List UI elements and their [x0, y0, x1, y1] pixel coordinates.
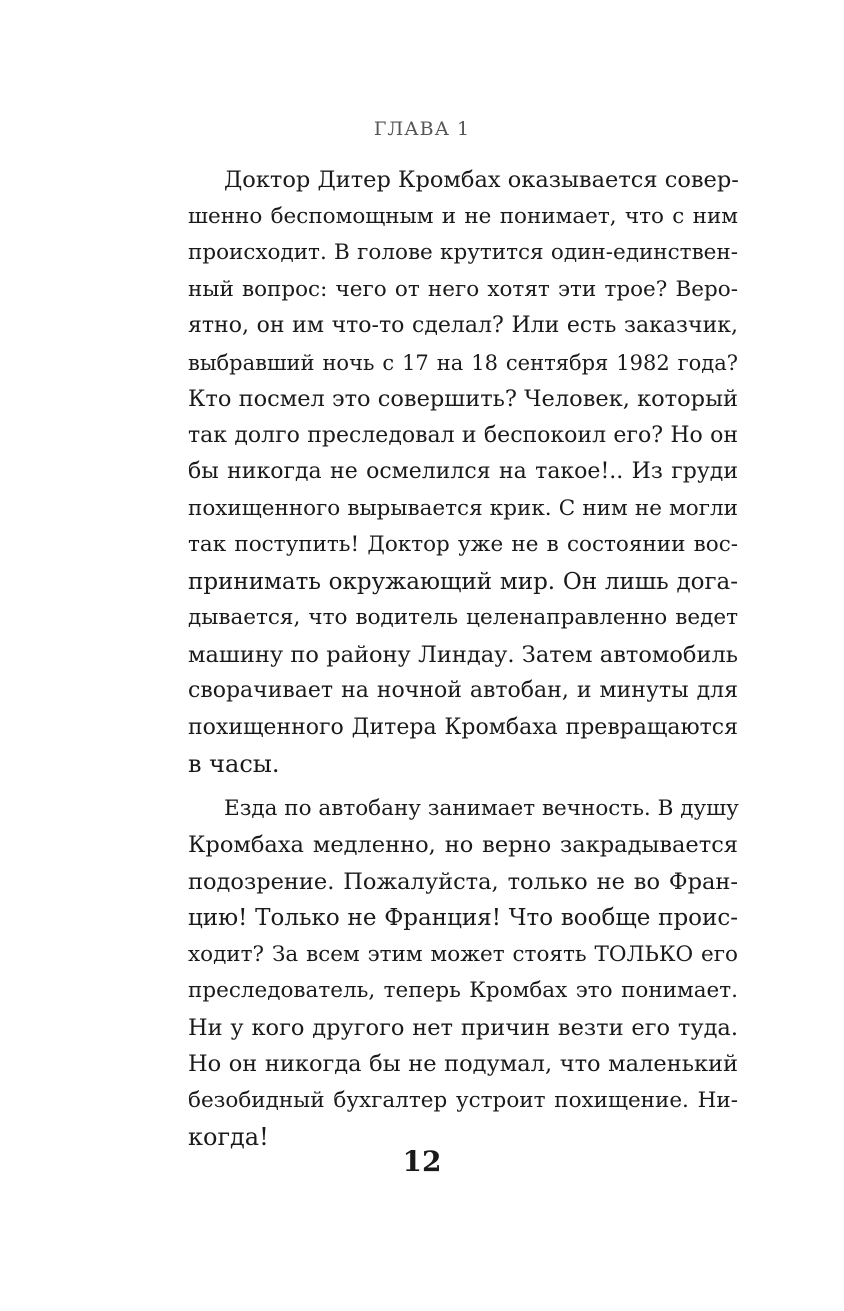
text-line: выбравший ночь с 17 на 18 сентября 1982 года?: [188, 350, 738, 375]
text-line: шенно беспомощным и не понимает, что с ним: [188, 203, 738, 229]
text-line: бы никогда не осмелился на такое!.. Из груди: [188, 459, 738, 484]
text-line: цию! Только не Франция! Что вообще проис-: [188, 905, 738, 931]
paragraph-gap: [188, 783, 738, 791]
text-line: Но он никогда бы не подумал, что маленький: [188, 1051, 738, 1077]
text-line: ный вопрос: чего от него хотят эти трое? Веро-: [188, 276, 738, 302]
paragraph-1: [188, 162, 738, 783]
text-line: Кромбаха медленно, но верно закрадывается: [188, 832, 738, 858]
text-line: сворачивает на ночной автобан, и минуты для: [188, 678, 738, 703]
text-line: преследователь, теперь Кромбах это понимает.: [188, 978, 738, 1003]
text-line: машину по району Линдау. Затем автомобиль: [188, 641, 738, 668]
text-line: когда!: [188, 1123, 269, 1151]
text-line: Езда по автобану занимает вечность. В душу: [224, 795, 739, 821]
text-line: происходит. В голове крутится один-единствен-: [188, 240, 738, 265]
text-line: в часы.: [188, 750, 280, 778]
running-head: ГЛАВА 1: [373, 118, 471, 140]
text-line: так поступить! Доктор уже не в состоянии вос-: [188, 532, 738, 557]
page-number: 12: [402, 1145, 442, 1178]
text-line: похищенного Дитера Кромбаха превращаются: [188, 714, 738, 740]
text-line: дывается, что водитель целенаправленно ведет: [188, 605, 738, 630]
body-text: [188, 162, 738, 1156]
text-line: похищенного вырывается крик. С ним не могли: [188, 495, 738, 521]
text-line: принимать окружающий мир. Он лишь дога-: [188, 568, 738, 595]
text-line: ятно, он им что-то сделал? Или есть заказчик,: [188, 313, 738, 338]
paragraph-2: [188, 791, 738, 1156]
text-line: Доктор Дитер Кромбах оказывается совер-: [224, 167, 739, 193]
text-line: безобидный бухгалтер устроит похищение. Ни-: [188, 1087, 738, 1113]
text-line: так долго преследовал и беспокоил его? Но он: [188, 422, 738, 448]
text-line: Ни у кого другого нет причин везти его туда.: [188, 1014, 738, 1041]
text-line: Кто посмел это совершить? Человек, который: [188, 386, 738, 412]
text-line: ходит? За всем этим может стоять ТОЛЬКО его: [188, 941, 738, 967]
text-line: подозрение. Пожалуйста, только не во Фран-: [188, 868, 738, 895]
